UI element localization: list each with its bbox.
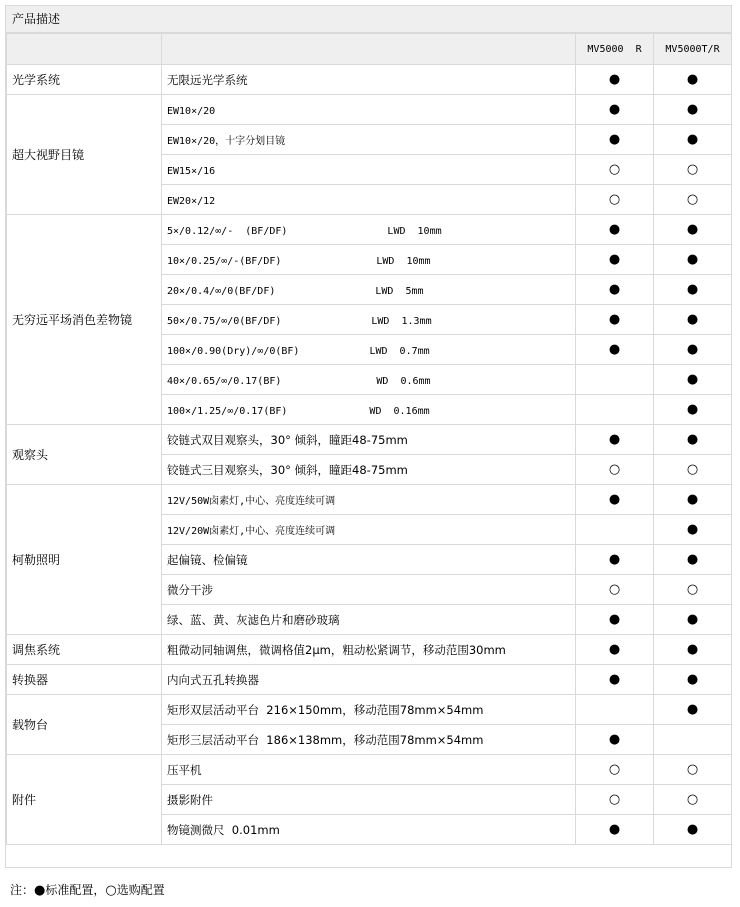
- row-category: 光学系统: [7, 65, 162, 95]
- optional-label: 选购配置: [116, 883, 165, 897]
- row-description: [162, 665, 576, 695]
- config-mark-model-a: [576, 395, 654, 425]
- config-mark-model-b: ●: [654, 815, 732, 845]
- row-description: [162, 125, 576, 155]
- working-distance-spec: LWD 10mm: [387, 225, 442, 237]
- config-mark-model-a: ●: [576, 725, 654, 755]
- row-description: [162, 215, 576, 245]
- config-mark-model-b: ●: [654, 515, 732, 545]
- row-category: 观察头: [7, 425, 162, 485]
- description-text: EW20×/12: [167, 195, 216, 207]
- table-header-row: [7, 34, 732, 65]
- config-mark-model-b: ●: [654, 245, 732, 275]
- description-text: 绿、蓝、黄、灰滤色片和磨砂玻璃: [167, 612, 340, 627]
- description-text: 无限远光学系统: [167, 72, 248, 87]
- table-row: [7, 215, 732, 245]
- table-row: [7, 65, 732, 95]
- product-description-panel: [5, 5, 732, 868]
- description-text: 粗微动同轴调焦，微调格值2μm，粗动松紧调节，移动范围30mm: [167, 642, 506, 657]
- config-mark-model-a: ●: [576, 545, 654, 575]
- optional-symbol: ○: [105, 883, 117, 898]
- config-mark-model-b: ●: [654, 275, 732, 305]
- spec-table-body: [7, 34, 732, 845]
- config-mark-model-a: [576, 515, 654, 545]
- description-text: 12V/20W卤素灯,中心、亮度连续可调: [167, 526, 336, 537]
- working-distance-spec: WD 0.6mm: [376, 375, 431, 387]
- description-text: 40×/0.65/∞/0.17(BF): [167, 375, 282, 387]
- config-mark-model-a: ●: [576, 125, 654, 155]
- description-text: 微分干涉: [167, 582, 213, 597]
- row-description: [162, 545, 576, 575]
- row-description: [162, 65, 576, 95]
- row-category: 附件: [7, 755, 162, 845]
- row-description: [162, 485, 576, 515]
- description-text: 10×/0.25/∞/-(BF/DF): [167, 255, 282, 267]
- description-text: 矩形双层活动平台 216×150mm，移动范围78mm×54mm: [167, 702, 484, 717]
- config-mark-model-b: ●: [654, 125, 732, 155]
- description-text: 起偏镜、检偏镜: [167, 552, 248, 567]
- config-mark-model-a: [576, 695, 654, 725]
- row-description: [162, 305, 576, 335]
- config-mark-model-b: ○: [654, 155, 732, 185]
- table-row: [7, 635, 732, 665]
- config-mark-model-b: ○: [654, 455, 732, 485]
- config-mark-model-b: ○: [654, 755, 732, 785]
- working-distance-spec: LWD 5mm: [375, 285, 424, 297]
- header-description: [162, 34, 576, 65]
- config-mark-model-a: ●: [576, 305, 654, 335]
- row-description: [162, 245, 576, 275]
- description-text: 压平机: [167, 762, 202, 777]
- row-description: [162, 815, 576, 845]
- row-category: 载物台: [7, 695, 162, 755]
- config-mark-model-b: ●: [654, 215, 732, 245]
- config-mark-model-a: ●: [576, 95, 654, 125]
- description-text: 100×/0.90(Dry)/∞/0(BF): [167, 345, 300, 357]
- row-description: [162, 275, 576, 305]
- working-distance-spec: LWD 1.3mm: [371, 315, 432, 327]
- standard-symbol: ●: [34, 883, 46, 898]
- description-text: 5×/0.12/∞/- (BF/DF): [167, 225, 288, 237]
- config-mark-model-a: ●: [576, 815, 654, 845]
- config-mark-model-a: ●: [576, 425, 654, 455]
- row-description: [162, 635, 576, 665]
- config-mark-model-a: ●: [576, 635, 654, 665]
- config-mark-model-b: ●: [654, 425, 732, 455]
- config-mark-model-a: ○: [576, 755, 654, 785]
- config-mark-model-a: ○: [576, 455, 654, 485]
- description-text: 20×/0.4/∞/0(BF/DF): [167, 285, 276, 297]
- config-mark-model-a: [576, 365, 654, 395]
- row-description: [162, 185, 576, 215]
- description-text: 物镜测微尺 0.01mm: [167, 822, 280, 837]
- spec-table: [6, 33, 732, 845]
- config-mark-model-a: ●: [576, 275, 654, 305]
- row-description: [162, 155, 576, 185]
- header-category: [7, 34, 162, 65]
- config-mark-model-b: [654, 725, 732, 755]
- config-mark-model-b: ●: [654, 335, 732, 365]
- row-description: [162, 455, 576, 485]
- description-text: 铰链式三目观察头，30° 倾斜，瞳距48-75mm: [167, 462, 408, 477]
- config-mark-model-b: ●: [654, 605, 732, 635]
- description-text: 铰链式双目观察头，30° 倾斜，瞳距48-75mm: [167, 432, 408, 447]
- row-description: [162, 725, 576, 755]
- description-text: EW10×/20，十字分划目镜: [167, 136, 286, 147]
- row-description: [162, 335, 576, 365]
- config-mark-model-b: ●: [654, 665, 732, 695]
- row-description: [162, 785, 576, 815]
- row-description: [162, 425, 576, 455]
- description-text: 矩形三层活动平台 186×138mm，移动范围78mm×54mm: [167, 732, 484, 747]
- config-mark-model-b: ●: [654, 485, 732, 515]
- row-category: 调焦系统: [7, 635, 162, 665]
- config-mark-model-a: ●: [576, 245, 654, 275]
- config-mark-model-a: ●: [576, 65, 654, 95]
- config-mark-model-a: ○: [576, 155, 654, 185]
- config-mark-model-b: ●: [654, 65, 732, 95]
- legend-note: [10, 881, 165, 898]
- config-mark-model-a: ○: [576, 575, 654, 605]
- config-mark-model-a: ○: [576, 185, 654, 215]
- config-mark-model-a: ●: [576, 335, 654, 365]
- table-row: [7, 95, 732, 125]
- table-row: [7, 485, 732, 515]
- config-mark-model-b: ○: [654, 785, 732, 815]
- config-mark-model-b: ○: [654, 185, 732, 215]
- row-category: 转换器: [7, 665, 162, 695]
- config-mark-model-b: ●: [654, 305, 732, 335]
- working-distance-spec: WD 0.16mm: [369, 405, 430, 417]
- section-title: 产品描述: [6, 6, 731, 33]
- row-description: [162, 95, 576, 125]
- config-mark-model-b: ●: [654, 545, 732, 575]
- config-mark-model-b: ●: [654, 95, 732, 125]
- config-mark-model-a: ●: [576, 605, 654, 635]
- row-description: [162, 755, 576, 785]
- row-description: [162, 575, 576, 605]
- config-mark-model-b: ●: [654, 635, 732, 665]
- row-description: [162, 605, 576, 635]
- description-text: 50×/0.75/∞/0(BF/DF): [167, 315, 282, 327]
- row-description: [162, 515, 576, 545]
- note-prefix: 注：: [10, 883, 35, 897]
- description-text: EW15×/16: [167, 165, 216, 177]
- config-mark-model-b: ●: [654, 695, 732, 725]
- description-text: 12V/50W卤素灯,中心、亮度连续可调: [167, 496, 336, 507]
- row-description: [162, 695, 576, 725]
- description-text: 摄影附件: [167, 792, 213, 807]
- config-mark-model-b: ●: [654, 395, 732, 425]
- description-text: 内向式五孔转换器: [167, 672, 259, 687]
- row-description: [162, 395, 576, 425]
- standard-label: 标准配置，: [45, 883, 106, 897]
- config-mark-model-b: ●: [654, 365, 732, 395]
- description-text: 100×/1.25/∞/0.17(BF): [167, 405, 288, 417]
- working-distance-spec: LWD 0.7mm: [369, 345, 430, 357]
- config-mark-model-a: ○: [576, 785, 654, 815]
- row-category: 无穷远平场消色差物镜: [7, 215, 162, 425]
- table-row: [7, 695, 732, 725]
- config-mark-model-a: ●: [576, 215, 654, 245]
- row-category: 柯勒照明: [7, 485, 162, 635]
- config-mark-model-a: ●: [576, 665, 654, 695]
- table-row: [7, 755, 732, 785]
- row-category: 超大视野目镜: [7, 95, 162, 215]
- header-model-a: MV5000 R: [576, 34, 654, 65]
- working-distance-spec: LWD 10mm: [376, 255, 431, 267]
- description-text: EW10×/20: [167, 105, 216, 117]
- table-row: [7, 425, 732, 455]
- config-mark-model-b: ○: [654, 575, 732, 605]
- config-mark-model-a: ●: [576, 485, 654, 515]
- row-description: [162, 365, 576, 395]
- header-model-b: MV5000T/R: [654, 34, 732, 65]
- table-row: [7, 665, 732, 695]
